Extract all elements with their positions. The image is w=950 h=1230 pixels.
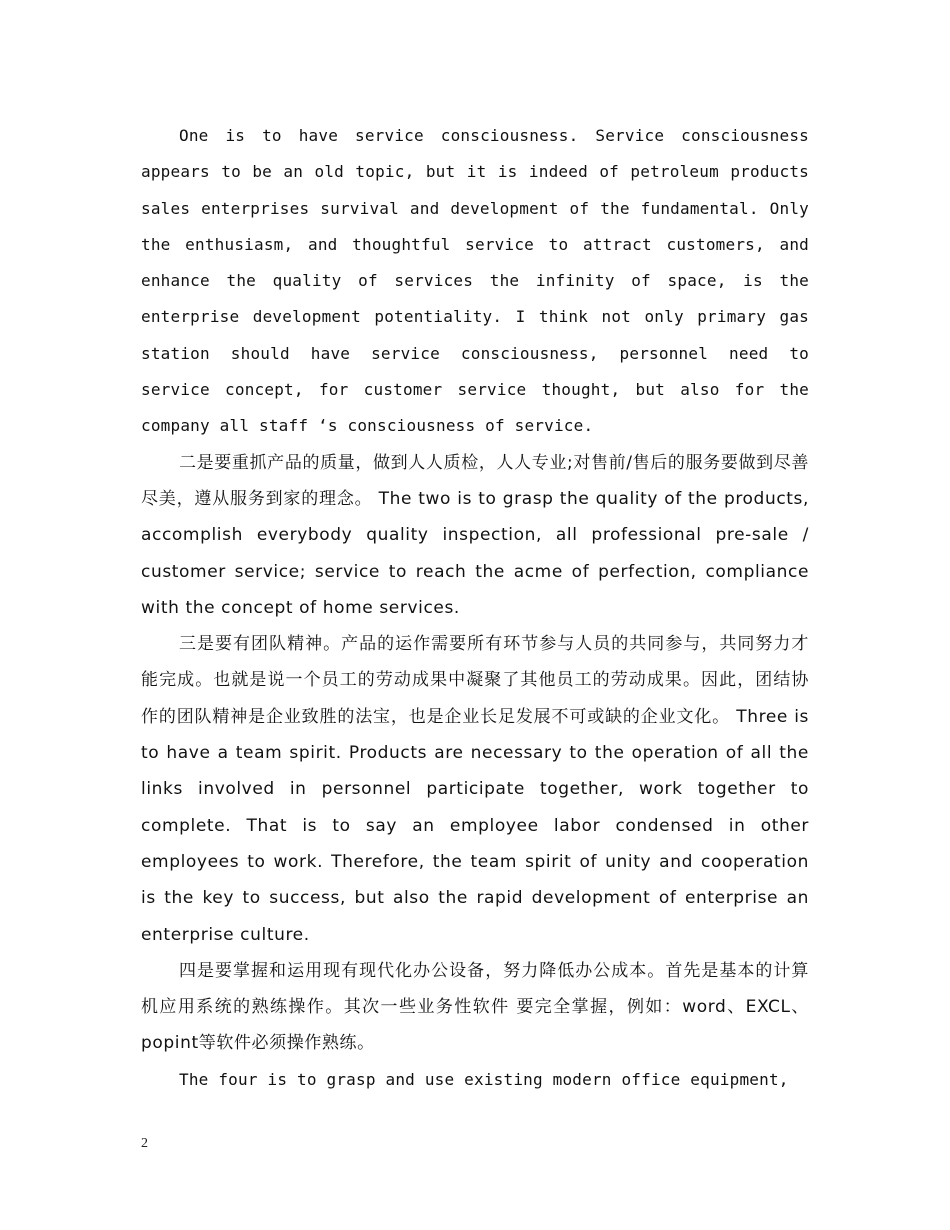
paragraph-office-equipment-cn: 四是要掌握和运用现有现代化办公设备，努力降低办公成本。首先是基本的计算机应用系统的熟练操作。其次一些业务性软件 要完全掌握，例如：word、EXCL、popint等软件必须操作熟练。 [141,960,809,1054]
page-number: 2 [141,1136,148,1151]
document-body [141,118,809,1098]
paragraph-office-equipment-en: The four is to grasp and use existing modern office equipment, [179,1069,789,1089]
paragraph-product-quality: 二是要重抓产品的质量，做到人人质检，人人专业;对售前/售后的服务要做到尽善尽美，遵从服务到家的理念。 The two is to grasp the quality of the products, accomplish everybody quality inspection, all professional pre-sale / customer service; service to reach the acme of perfection, compliance with the concept of home services. [141,452,809,618]
paragraph-service-consciousness: One is to have service consciousness. Service consciousness appears to be an old topic, but it is indeed of petroleum products sales enterprises survival and development of the fundamental. Only the enthusiasm, and thoughtful service to attract customers, and enhance the quality of services the infinity of space, is the enterprise development potentiality. I think not only primary gas station should have service consciousness, personnel need to service concept, for customer service thought, but also for the company all staff ‘s consciousness of service. [141,126,809,436]
paragraph-team-spirit: 三是要有团队精神。产品的运作需要所有环节参与人员的共同参与，共同努力才能完成。也就是说一个员工的劳动成果中凝聚了其他员工的劳动成果。因此，团结协作的团队精神是企业致胜的法宝，也是企业长足发展不可或缺的企业文化。 Three is to have a team spirit. Products are necessary to the operation of all the links involved in personnel participate together, work together to complete. That is to say an employee labor condensed in other employees to work. Therefore, the team spirit of unity and cooperation is the key to success, but also the rapid development of enterprise an enterprise culture. [141,634,809,945]
